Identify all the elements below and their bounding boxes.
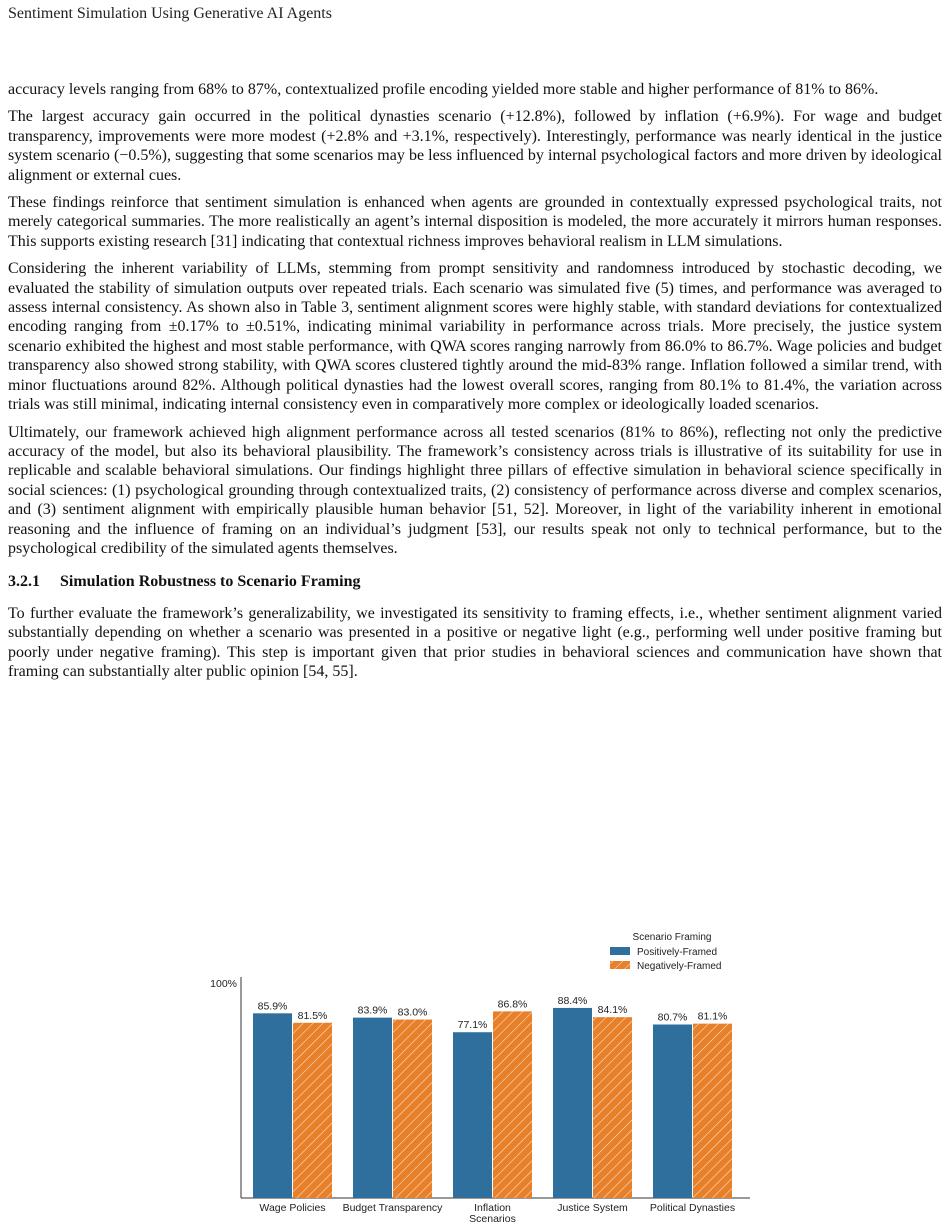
data-label: 88.4% — [557, 994, 588, 1007]
data-label: 83.9% — [357, 1004, 388, 1017]
y-tick-label: 100% — [210, 978, 237, 990]
bar-hatch — [593, 1017, 632, 1198]
data-label: 85.9% — [257, 1000, 288, 1013]
section-title: Simulation Robustness to Scenario Framing — [60, 573, 361, 591]
x-tick-label: Political Dynasties — [649, 1202, 736, 1214]
paragraph: To further evaluate the framework’s generalizability, we investigated its sensitivity to framing effects, i.e., whether sentiment alignment varied substantially depending on whether a scenario was presented in a positive or negative light (e.g., performing well under positive framing but poorly under negative framing). This step is important given that prior studies in behavioral sciences and communication have shown that framing can substantially alter public opinion [54, 55]. — [8, 604, 942, 680]
paragraph: Ultimately, our framework achieved high alignment performance across all tested scenarios (81% to 86%), reflecting not only the predictive accuracy of the model, but also its behavioral plausibility. The framework’s consistency across trials is illustrative of its suitability for use in replicable and scalable behavioral simulations. Our findings highlight three pillars of effective simulation in behavioral science specifically in social sciences: (1) psychological grounding through contextualized traits, (2) consistency of performance across diverse and complex scenarios, and (3) sentiment alignment with empirically plausible human behavior [51, 52]. Moreover, in light of the variability inherent in emotional reasoning and the influence of framing on an individual’s judgment [53], our results speak not only to technical performance, but to the psychological credibility of the simulated agents themselves. — [8, 423, 942, 557]
paragraph: The largest accuracy gain occurred in the political dynasties scenario (+12.8%), followed by inflation (+6.9%). For wage and budget transparency, improvements were more modest (+2.8% and +3.1%, respectively). Interestingly, performance was nearly identical in the justice system scenario (−0.5%), suggesting that some scenarios may be less influenced by internal psychological factors and more driven by ideological alignment or external cues. — [8, 108, 942, 184]
framing-bar-chart — [200, 928, 760, 1228]
paragraph: Considering the inherent variability of LLMs, stemming from prompt sensitivity and randomness introduced by stochastic decoding, we evaluated the stability of simulation outputs over repeated trials. Each scenario was simulated five (5) times, and performance was averaged to assess internal consistency. As shown also in Table 3, sentiment alignment scores were highly stable, with standard deviations for contextualized encoding ranging from ±0.17% to ±0.51%, indicating minimal variability in performance across trials. More precisely, the justice system scenario exhibited the highest and most stable performance, with QWA scores ranging narrowly from 86.0% to 86.7%. Wage policies and budget transparency also showed strong stability, with QWA scores clustered tightly around the mid-83% range. Inflation followed a similar trend, with minor fluctuations around 82%. Although political dynasties had the lowest overall scores, ranging from 80.1% to 81.4%, the variation across trials was still minimal, indicating internal consistency even in comparatively more complex or ideologically loaded scenarios. — [8, 260, 942, 414]
body-text — [8, 80, 942, 689]
bar-hatch — [393, 1020, 432, 1198]
data-label: 81.5% — [297, 1009, 328, 1022]
x-tick-label: Inflation — [474, 1202, 511, 1214]
bar-hatch — [293, 1023, 332, 1198]
bar — [453, 1032, 492, 1198]
bar — [553, 1008, 592, 1198]
legend-label: Negatively-Framed — [637, 961, 722, 972]
data-label: 86.8% — [497, 998, 528, 1011]
section-number: 3.2.1 — [8, 573, 40, 591]
paragraph: These findings reinforce that sentiment simulation is enhanced when agents are grounded in contextually expressed psychological traits, not merely categorical summaries. The more realistically an agent’s internal disposition is modeled, the more accurately it mirrors human responses. This supports existing research [31] indicating that contextual richness improves behavioral realism in LLM simulations. — [8, 194, 942, 250]
x-tick-label: Wage Policies — [259, 1202, 326, 1214]
data-label: 81.1% — [697, 1010, 728, 1023]
legend-swatch — [610, 947, 630, 955]
x-tick-label: Justice System — [557, 1202, 628, 1214]
x-tick-label: Budget Transparency — [342, 1202, 443, 1214]
running-title: Sentiment Simulation Using Generative AI Agents — [8, 5, 332, 22]
x-tick-label: Scenarios — [469, 1213, 516, 1225]
legend-swatch-hatch — [610, 961, 630, 969]
legend-title: Scenario Framing — [632, 932, 712, 943]
paragraph: accuracy levels ranging from 68% to 87%, contextualized profile encoding yielded more stable and higher performance of 81% to 86%. — [8, 81, 879, 98]
bar-hatch — [693, 1024, 732, 1198]
data-label: 77.1% — [457, 1019, 488, 1032]
section-heading — [8, 572, 942, 591]
data-label: 83.0% — [397, 1006, 428, 1019]
bar — [253, 1013, 292, 1198]
bar-hatch — [493, 1011, 532, 1198]
bar — [353, 1018, 392, 1198]
data-label: 84.1% — [597, 1004, 628, 1017]
data-label: 80.7% — [657, 1011, 688, 1024]
bar — [653, 1024, 692, 1198]
legend-label: Positively-Framed — [637, 947, 718, 958]
